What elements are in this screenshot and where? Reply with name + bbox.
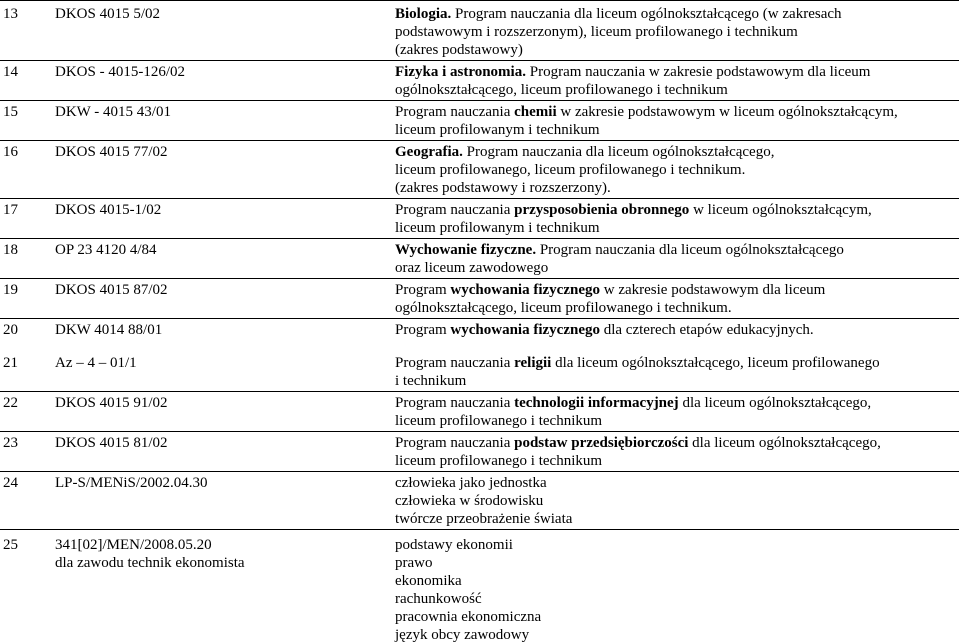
description-line <box>395 281 955 299</box>
description-text: dla liceum ogólnokształcącego, <box>679 395 871 411</box>
description-line <box>395 474 955 492</box>
program-code: DKOS 4015 87/02 <box>55 281 395 299</box>
description-line <box>395 161 955 179</box>
description-text: (zakres podstawowy i rozszerzony). <box>395 180 611 196</box>
description-text: pracownia ekonomiczna <box>395 609 541 625</box>
description-text: Program nauczania dla liceum ogólnokształcącego, <box>463 144 775 160</box>
program-description <box>395 141 959 199</box>
row-number: 21 <box>0 340 55 392</box>
description-text: liceum profilowanego, liceum profilowanego i technikum. <box>395 162 745 178</box>
table-row <box>0 392 959 432</box>
subject-name: wychowania fizycznego <box>450 282 600 298</box>
description-line <box>395 412 955 430</box>
description-line <box>395 201 955 219</box>
description-text: ekonomika <box>395 573 462 589</box>
program-description <box>395 319 959 341</box>
description-line <box>395 23 955 41</box>
program-code-cell <box>55 61 395 101</box>
description-text: (zakres podstawowy) <box>395 42 523 58</box>
program-description <box>395 101 959 141</box>
description-text: w liceum ogólnokształcącym, <box>689 202 871 218</box>
program-code-cell <box>55 392 395 432</box>
row-number: 14 <box>0 61 55 101</box>
description-text: prawo <box>395 555 433 571</box>
subject-name: chemii <box>514 104 557 120</box>
subject-name: Wychowanie fizyczne. <box>395 242 536 258</box>
description-line <box>395 5 955 23</box>
description-text: liceum profilowanym i technikum <box>395 122 600 138</box>
description-text: liceum profilowanego i technikum <box>395 413 602 429</box>
subject-name: podstaw przedsiębiorczości <box>514 435 688 451</box>
program-code-cell <box>55 1 395 61</box>
subject-name: religii <box>514 355 551 371</box>
description-text: Program nauczania <box>395 395 514 411</box>
description-text: Program nauczania w zakresie podstawowym dla liceum <box>526 64 870 80</box>
description-line <box>395 63 955 81</box>
description-text: podstawowym i rozszerzonym), liceum profilowanego i technikum <box>395 24 798 40</box>
row-number: 24 <box>0 472 55 530</box>
program-code: DKOS 4015 81/02 <box>55 434 395 452</box>
program-description <box>395 340 959 392</box>
description-text: Program nauczania <box>395 355 514 371</box>
row-number: 13 <box>0 1 55 61</box>
subject-name: wychowania fizycznego <box>450 322 600 338</box>
row-number: 25 <box>0 530 55 644</box>
description-text: w zakresie podstawowym w liceum ogólnokształcącym, <box>557 104 898 120</box>
program-code: DKOS - 4015-126/02 <box>55 63 395 81</box>
description-line <box>395 608 955 626</box>
description-text: Program nauczania <box>395 202 514 218</box>
subject-name: technologii informacyjnej <box>514 395 679 411</box>
program-code-cell <box>55 432 395 472</box>
description-text: Program nauczania <box>395 435 514 451</box>
description-line <box>395 143 955 161</box>
row-number: 17 <box>0 199 55 239</box>
table-row <box>0 279 959 319</box>
program-code-cell <box>55 239 395 279</box>
description-text: dla liceum ogólnokształcącego, liceum profilowanego <box>551 355 879 371</box>
description-line <box>395 219 955 237</box>
program-code-note: dla zawodu technik ekonomista <box>55 554 395 572</box>
description-text: Program <box>395 282 450 298</box>
description-text: dla liceum ogólnokształcącego, <box>688 435 880 451</box>
program-description <box>395 530 959 644</box>
table-row <box>0 340 959 392</box>
program-description <box>395 279 959 319</box>
description-text: liceum profilowanym i technikum <box>395 220 600 236</box>
table-row <box>0 101 959 141</box>
curriculum-table-body <box>0 1 959 644</box>
subject-name: Biologia. <box>395 6 451 22</box>
subject-name: Fizyka i astronomia. <box>395 64 526 80</box>
program-code: DKW 4014 88/01 <box>55 321 395 339</box>
table-row <box>0 1 959 61</box>
description-text: człowieka jako jednostka <box>395 475 547 491</box>
table-row <box>0 432 959 472</box>
description-text: ogólnokształcącego, liceum profilowanego i technikum <box>395 82 728 98</box>
program-code-cell <box>55 141 395 199</box>
program-code: DKOS 4015-1/02 <box>55 201 395 219</box>
description-text: rachunkowość <box>395 591 482 607</box>
description-line <box>395 452 955 470</box>
row-number: 16 <box>0 141 55 199</box>
table-row <box>0 239 959 279</box>
description-text: Program nauczania dla liceum ogólnokształcącego (w zakresach <box>451 6 841 22</box>
table-row <box>0 199 959 239</box>
program-description <box>395 432 959 472</box>
program-description <box>395 199 959 239</box>
description-text: liceum profilowanego i technikum <box>395 453 602 469</box>
subject-name: przysposobienia obronnego <box>514 202 689 218</box>
table-row <box>0 141 959 199</box>
description-line <box>395 510 955 528</box>
program-description <box>395 472 959 530</box>
description-text: dla czterech etapów edukacyjnych. <box>600 322 814 338</box>
description-text: Program <box>395 322 450 338</box>
program-code-cell <box>55 101 395 141</box>
description-line <box>395 434 955 452</box>
program-code: LP-S/MENiS/2002.04.30 <box>55 474 395 492</box>
description-line <box>395 259 955 277</box>
row-number: 20 <box>0 319 55 341</box>
description-line <box>395 299 955 317</box>
table-row <box>0 472 959 530</box>
program-code: DKOS 4015 77/02 <box>55 143 395 161</box>
description-line <box>395 103 955 121</box>
description-text: w zakresie podstawowym dla liceum <box>600 282 825 298</box>
description-line <box>395 81 955 99</box>
row-number: 15 <box>0 101 55 141</box>
description-text: oraz liceum zawodowego <box>395 260 548 276</box>
description-line <box>395 321 955 339</box>
description-line <box>395 492 955 510</box>
description-line <box>395 554 955 572</box>
program-description <box>395 61 959 101</box>
row-number: 19 <box>0 279 55 319</box>
program-description <box>395 239 959 279</box>
table-row <box>0 530 959 644</box>
row-number: 18 <box>0 239 55 279</box>
description-line <box>395 241 955 259</box>
description-line <box>395 536 955 554</box>
description-line <box>395 626 955 644</box>
program-code: DKOS 4015 5/02 <box>55 5 395 23</box>
subject-name: Geografia. <box>395 144 463 160</box>
description-line <box>395 121 955 139</box>
program-description <box>395 392 959 432</box>
description-text: podstawy ekonomii <box>395 537 513 553</box>
description-line <box>395 572 955 590</box>
program-code-cell <box>55 340 395 392</box>
description-text: twórcze przeobrażenie świata <box>395 511 572 527</box>
description-line <box>395 179 955 197</box>
description-line <box>395 372 955 390</box>
program-code-cell <box>55 199 395 239</box>
table-row <box>0 319 959 341</box>
program-code-cell <box>55 530 395 644</box>
description-text: język obcy zawodowy <box>395 627 529 643</box>
program-code: DKW - 4015 43/01 <box>55 103 395 121</box>
description-text: ogólnokształcącego, liceum profilowanego i technikum. <box>395 300 732 316</box>
program-code-cell <box>55 472 395 530</box>
description-text: Program nauczania dla liceum ogólnokształcącego <box>536 242 844 258</box>
program-code: DKOS 4015 91/02 <box>55 394 395 412</box>
row-number: 23 <box>0 432 55 472</box>
description-text: człowieka w środowisku <box>395 493 543 509</box>
program-description <box>395 1 959 61</box>
description-text: i technikum <box>395 373 466 389</box>
description-line <box>395 41 955 59</box>
program-code: OP 23 4120 4/84 <box>55 241 395 259</box>
program-code-cell <box>55 279 395 319</box>
row-number: 22 <box>0 392 55 432</box>
description-line <box>395 394 955 412</box>
program-code: 341[02]/MEN/2008.05.20 <box>55 536 395 554</box>
program-code: Az – 4 – 01/1 <box>55 354 395 372</box>
description-line <box>395 590 955 608</box>
program-code-cell <box>55 319 395 341</box>
table-row <box>0 61 959 101</box>
description-line <box>395 354 955 372</box>
description-text: Program nauczania <box>395 104 514 120</box>
